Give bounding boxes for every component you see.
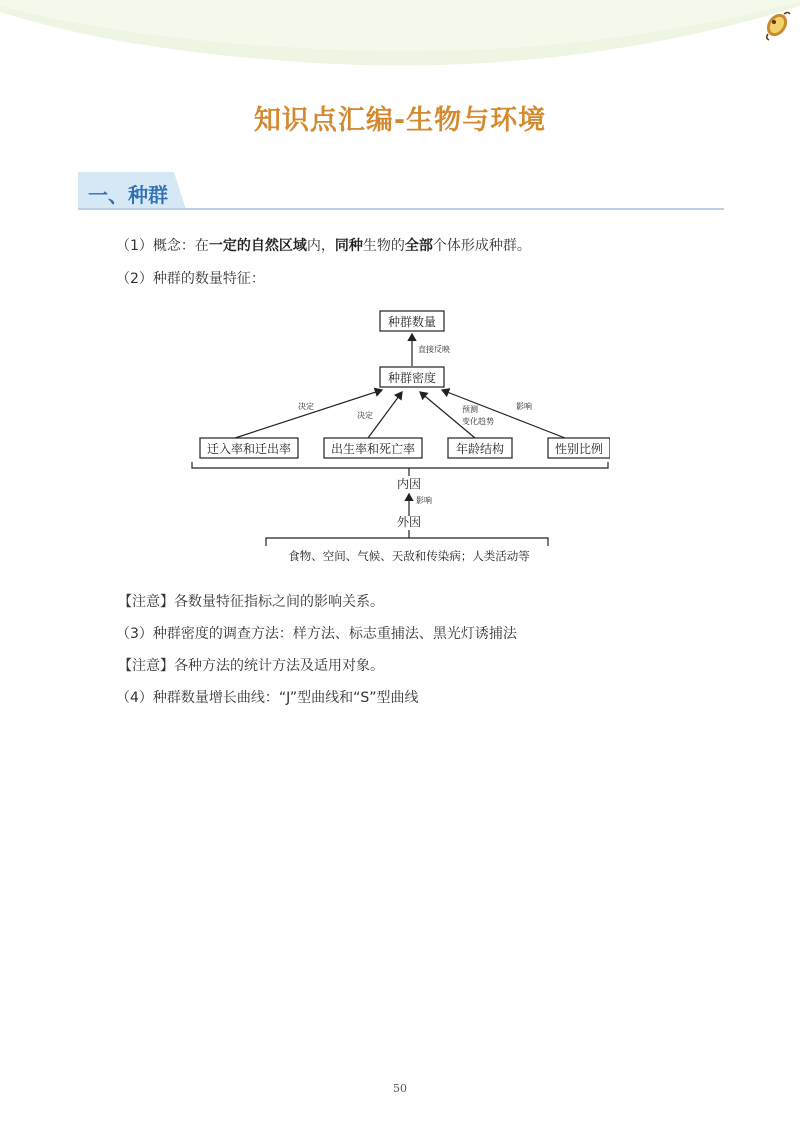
label-external-cause: 外因 [396,515,422,529]
label-change-trend: 变化趋势 [462,417,494,426]
label-predict: 预测 [462,405,478,414]
header-decoration [0,0,800,80]
bug-logo-icon [762,8,792,42]
paragraph-concept: （1）概念：在一定的自然区域内，同种生物的全部个体形成种群。 [116,238,531,254]
label-direct-feedback: 直接反映 [418,345,450,354]
emphasis-all: 全部 [404,238,433,254]
label-population-quantity: 种群数量 [387,315,437,329]
emphasis-region: 一定的自然区域 [208,238,307,254]
section-divider [78,208,724,210]
note-statistical-methods: 【注意】各种方法的统计方法及适用对象。 [118,658,384,674]
page-title: 知识点汇编-生物与环境 [253,105,547,136]
label-migration-rate: 迁入率和迁出率 [206,442,292,456]
paragraph-survey-methods: （3）种群密度的调查方法：样方法、标志重捕法、黑光灯诱捕法 [116,626,517,642]
population-features-diagram [190,300,610,576]
label-population-density: 种群密度 [387,371,437,385]
emphasis-same-species: 同种 [334,238,363,254]
label-affect-1: 影响 [516,402,532,411]
label-age-structure: 年龄结构 [455,442,505,456]
paragraph-growth-curves: （4）种群数量增长曲线：“J”型曲线和“S”型曲线 [116,690,419,706]
page-number: 50 [393,1082,407,1095]
section-heading: 一、种群 [88,183,168,207]
paragraph-quantity-features: （2）种群的数量特征： [116,271,265,287]
label-internal-cause: 内因 [396,477,422,491]
label-decide-2: 决定 [357,411,373,420]
label-birth-death-rate: 出生率和死亡率 [330,442,416,456]
label-decide-1: 决定 [298,402,314,411]
label-sex-ratio: 性别比例 [554,442,604,456]
label-affect-2: 影响 [416,496,432,505]
note-feature-relations: 【注意】各数量特征指标之间的影响关系。 [118,594,384,610]
label-external-factors: 食物、空间、气候、天敌和传染病；人类活动等 [288,549,530,563]
